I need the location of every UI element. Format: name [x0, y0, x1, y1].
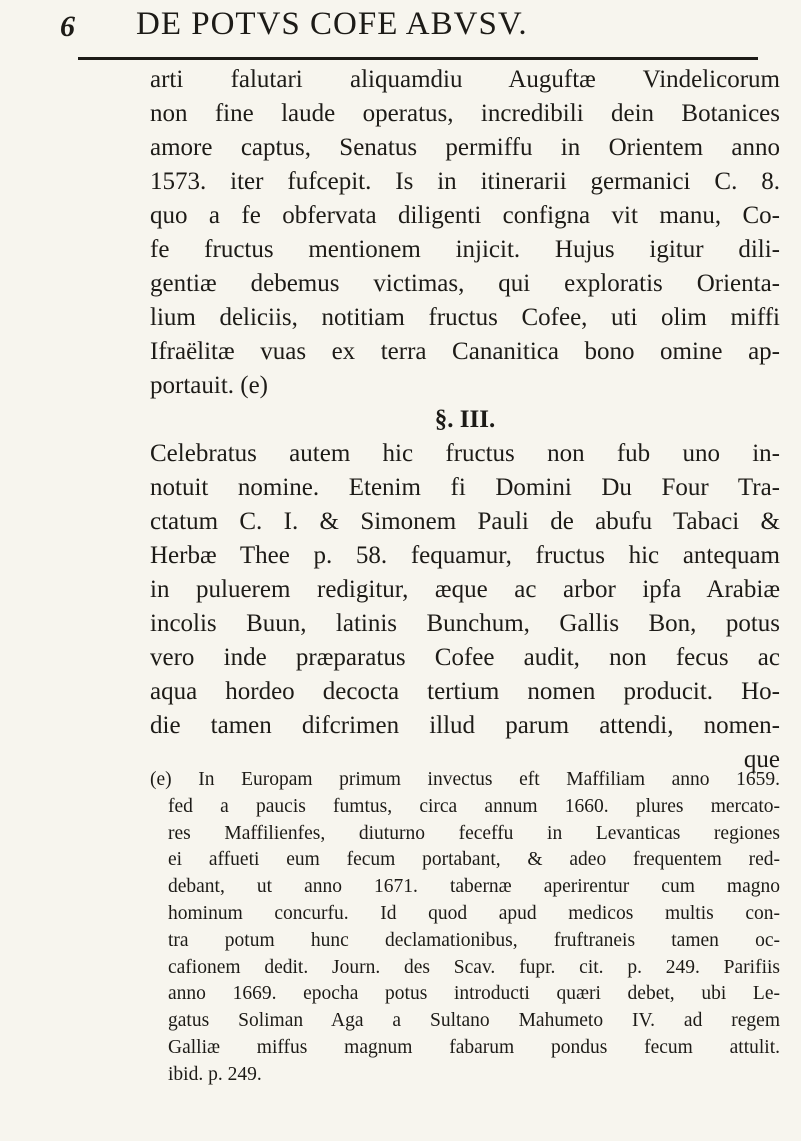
- footnote-line: ibid. p. 249.: [168, 1063, 262, 1085]
- footnote-line: (e) In Europam primum invectus eft Maffiliam anno 1659.: [150, 769, 780, 790]
- running-head: DE POTVS COFE ABVSV.: [136, 6, 528, 42]
- catchword: que: [743, 746, 780, 773]
- text-line: in puluerem redigitur, æque ac arbor ipfa Arabiæ: [150, 576, 780, 603]
- footnote-line: cafionem dedit. Journ. des Scav. fupr. cit. p. 249. Parifiis: [168, 956, 780, 978]
- text-line: portauit. (e): [150, 372, 269, 399]
- footnote-line: res Maffilienfes, diuturno feceffu in Levanticas regiones: [168, 822, 780, 844]
- footnote-line: tra potum hunc declamationibus, fruftraneis tamen oc-: [168, 929, 780, 951]
- text-line: gentiæ debemus victimas, qui exploratis Orienta-: [150, 270, 780, 297]
- footnote-line: anno 1669. epocha potus introducti quæri debet, ubi Le-: [168, 983, 780, 1005]
- text-line: incolis Buun, latinis Bunchum, Gallis Bon, potus: [150, 610, 780, 637]
- text-line: fe fructus mentionem injicit. Hujus igitur dili-: [150, 236, 780, 263]
- text-line: amore captus, Senatus permiffu in Orientem anno: [150, 134, 780, 161]
- footnote: [150, 767, 780, 1089]
- footnote-line: hominum concurfu. Id quod apud medicos multis con-: [168, 902, 780, 924]
- text-line: lium deliciis, notitiam fructus Cofee, uti olim miffi: [150, 304, 780, 331]
- text-line: Ifraëlitæ vuas ex terra Cananitica bono omine ap-: [150, 338, 780, 365]
- text-line: vero inde præparatus Cofee audit, non fecus ac: [150, 644, 780, 671]
- text-line: aqua hordeo decocta tertium nomen producit. Ho-: [150, 678, 780, 705]
- text-line: die tamen difcrimen illud parum attendi, nomen-: [150, 712, 780, 739]
- text-line: Herbæ Thee p. 58. fequamur, fructus hic antequam: [150, 542, 780, 569]
- main-text: [150, 63, 780, 777]
- page-header: [60, 4, 760, 56]
- page-number: 6: [60, 10, 75, 43]
- text-line: non fine laude operatus, incredibili dein Botanices: [150, 100, 780, 127]
- footnote-line: gatus Soliman Aga a Sultano Mahumeto IV. ad regem: [168, 1010, 780, 1032]
- section-heading: §. III.: [434, 406, 496, 433]
- footnote-line: ei affueti eum fecum portabant, & adeo frequentem red-: [168, 849, 780, 871]
- text-line: 1573. iter fufcepit. Is in itinerarii germanici C. 8.: [150, 168, 780, 195]
- text-line: notuit nomine. Etenim fi Domini Du Four Tra-: [150, 474, 780, 501]
- header-rule: [78, 57, 758, 60]
- text-line: Celebratus autem hic fructus non fub uno in-: [150, 440, 780, 467]
- footnote-line: debant, ut anno 1671. tabernæ aperirentur cum magno: [168, 876, 780, 898]
- footnote-line: Galliæ miffus magnum fabarum pondus fecum attulit.: [168, 1036, 780, 1058]
- text-line: arti falutari aliquamdiu Auguftæ Vindelicorum: [150, 66, 780, 93]
- text-line: quo a fe obfervata diligenti configna vit manu, Co-: [150, 202, 780, 229]
- text-line: ctatum C. I. & Simonem Pauli de abufu Tabaci &: [150, 508, 780, 535]
- footnote-line: fed a paucis fumtus, circa annum 1660. plures mercato-: [168, 795, 780, 817]
